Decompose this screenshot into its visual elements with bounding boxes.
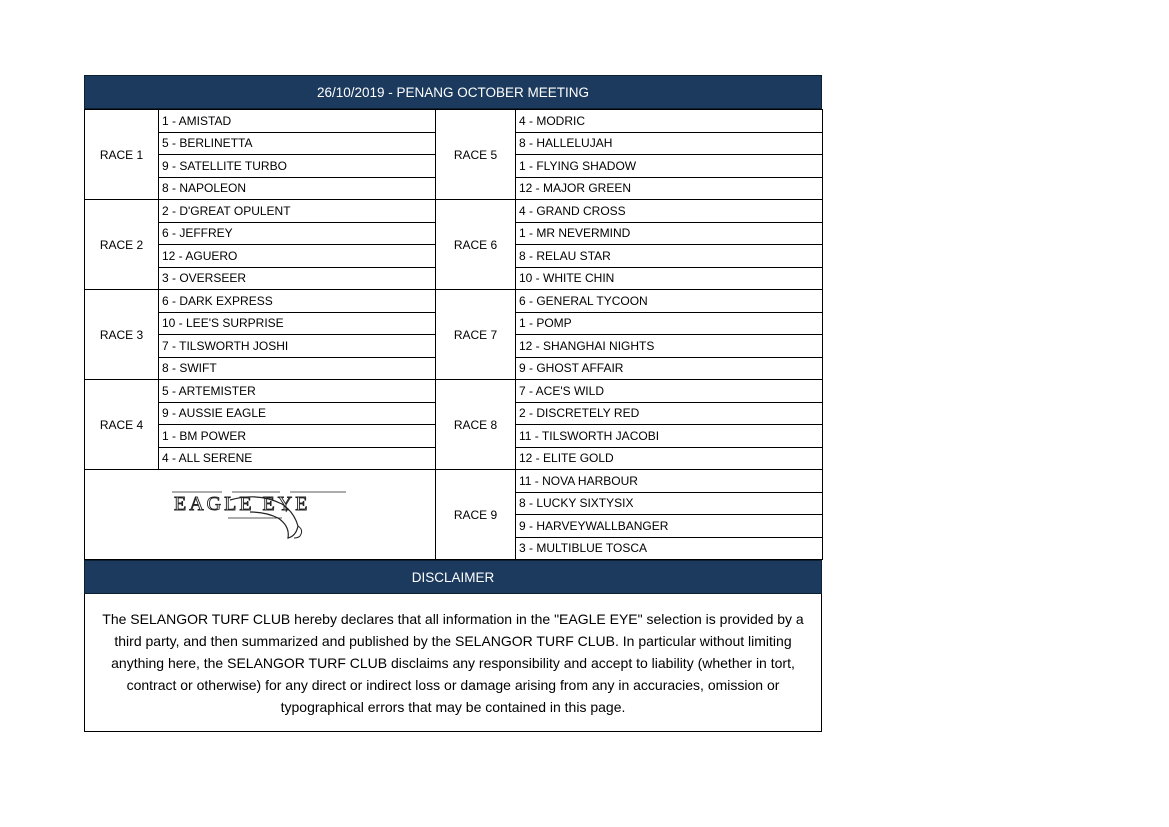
horse-selection: 12 - MAJOR GREEN (516, 177, 823, 200)
race-label: RACE 4 (85, 380, 159, 470)
horse-selection: 7 - ACE'S WILD (516, 380, 823, 403)
horse-selection: 1 - AMISTAD (159, 110, 436, 133)
horse-selection: 7 - TILSWORTH JOSHI (159, 335, 436, 358)
meeting-title: 26/10/2019 - PENANG OCTOBER MEETING (84, 75, 822, 109)
horse-selection: 8 - SWIFT (159, 357, 436, 380)
eagle-eye-logo-cell (85, 470, 436, 560)
race-label: RACE 2 (85, 200, 159, 290)
horse-selection: 9 - GHOST AFFAIR (516, 357, 823, 380)
horse-selection: 9 - SATELLITE TURBO (159, 155, 436, 178)
horse-selection: 6 - DARK EXPRESS (159, 290, 436, 313)
horse-selection: 10 - LEE'S SURPRISE (159, 312, 436, 335)
horse-selection: 8 - LUCKY SIXTYSIX (516, 492, 823, 515)
disclaimer-heading: DISCLAIMER (84, 560, 822, 594)
horse-selection: 1 - FLYING SHADOW (516, 155, 823, 178)
horse-selection: 8 - NAPOLEON (159, 177, 436, 200)
horse-selection: 12 - SHANGHAI NIGHTS (516, 335, 823, 358)
race-table-row (85, 380, 823, 403)
race-label: RACE 8 (436, 380, 516, 470)
horse-selection: 4 - ALL SERENE (159, 447, 436, 470)
race-table-row (85, 200, 823, 223)
horse-selection: 11 - NOVA HARBOUR (516, 470, 823, 493)
race-table-row (85, 110, 823, 133)
race-label: RACE 9 (436, 470, 516, 560)
horse-selection: 2 - D'GREAT OPULENT (159, 200, 436, 223)
horse-selection: 3 - MULTIBLUE TOSCA (516, 537, 823, 560)
horse-selection: 1 - BM POWER (159, 425, 436, 448)
race-label: RACE 6 (436, 200, 516, 290)
race-label: RACE 3 (85, 290, 159, 380)
horse-selection: 1 - POMP (516, 312, 823, 335)
race-table-row (85, 470, 823, 493)
race-label: RACE 7 (436, 290, 516, 380)
horse-selection: 9 - AUSSIE EAGLE (159, 402, 436, 425)
race-selection-table (84, 109, 823, 560)
horse-selection: 8 - RELAU STAR (516, 245, 823, 268)
race-label: RACE 1 (85, 110, 159, 200)
horse-selection: 5 - ARTEMISTER (159, 380, 436, 403)
horse-selection: 9 - HARVEYWALLBANGER (516, 515, 823, 538)
horse-selection: 6 - GENERAL TYCOON (516, 290, 823, 313)
horse-selection: 6 - JEFFREY (159, 222, 436, 245)
horse-selection: 3 - OVERSEER (159, 267, 436, 290)
horse-selection: 2 - DISCRETELY RED (516, 402, 823, 425)
horse-selection: 1 - MR NEVERMIND (516, 222, 823, 245)
horse-selection: 12 - AGUERO (159, 245, 436, 268)
horse-selection: 12 - ELITE GOLD (516, 447, 823, 470)
horse-selection: 8 - HALLELUJAH (516, 132, 823, 155)
disclaimer-text: The SELANGOR TURF CLUB hereby declares that all information in the "EAGLE EYE" selection is provided by a third party, and then summarized and published by the SELANGOR TURF CLUB. In particular without limiting anything here, the SELANGOR TURF CLUB disclaims any responsibility and accept to liability (whether in tort, contract or otherwise) for any direct or indirect loss or damage arising from any in accuracies, omission or typographical errors that may be contained in this page. (84, 594, 822, 732)
horse-selection: 11 - TILSWORTH JACOBI (516, 425, 823, 448)
horse-selection: 10 - WHITE CHIN (516, 267, 823, 290)
logo-text: EAGLE EYE (174, 493, 311, 515)
race-table-row (85, 290, 823, 313)
race-selection-sheet (84, 75, 822, 732)
horse-selection: 5 - BERLINETTA (159, 132, 436, 155)
horse-selection: 4 - GRAND CROSS (516, 200, 823, 223)
race-label: RACE 5 (436, 110, 516, 200)
horse-selection: 4 - MODRIC (516, 110, 823, 133)
eagle-eye-logo-icon (170, 486, 350, 540)
